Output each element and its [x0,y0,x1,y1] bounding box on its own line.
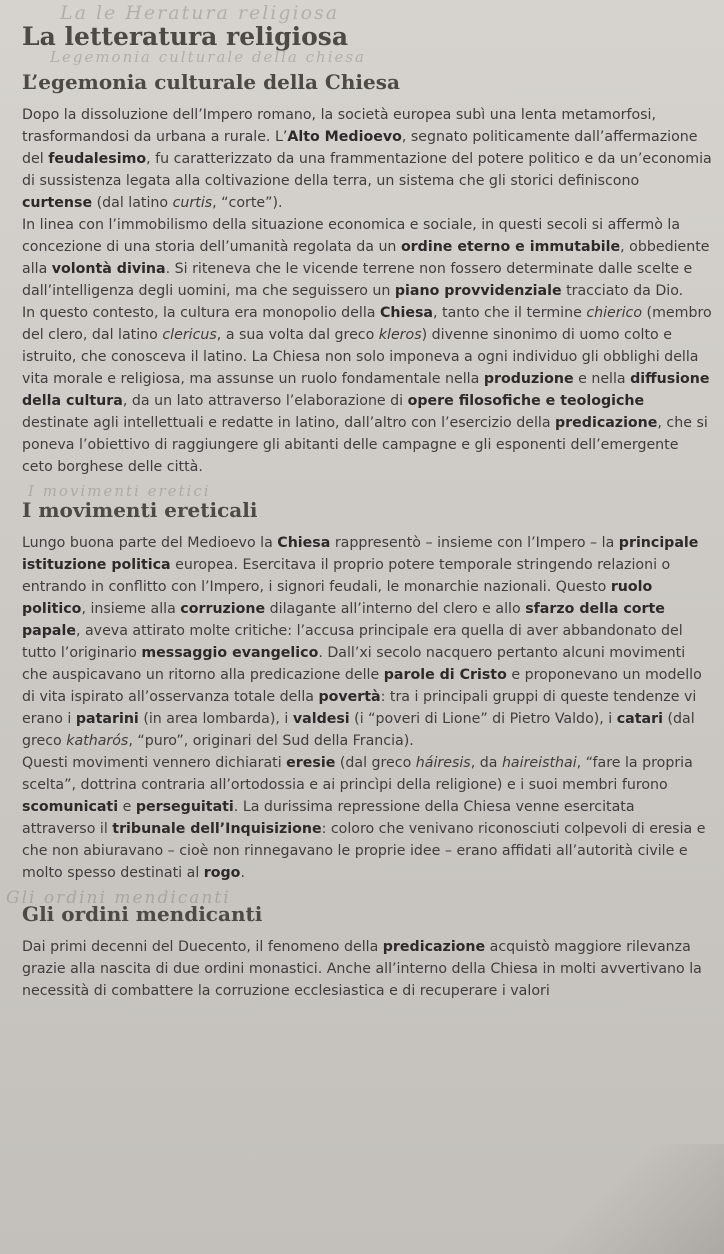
bold-term: catari [616,711,663,727]
text-run: Dai primi decenni del Duecento, il fenomeno della [22,939,383,955]
italic-term: clericus [162,327,217,343]
text-run: e nella [573,371,631,387]
bold-term: perseguitati [135,799,234,815]
pencil-note-subtitle: Legemonia culturale della chiesa [50,48,367,66]
italic-term: curtis [172,195,213,211]
bold-term: curtense [22,195,93,211]
text-run: dilagante all’interno del clero e allo [265,601,526,617]
italic-term: haireisthai [501,755,577,771]
text-run: : tra i principali gruppi di queste tendenze vi erano i [22,689,697,727]
bold-term: corruzione [180,601,266,617]
bold-term: feudalesimo [48,151,147,167]
text-run: (membro del clero, dal latino [22,305,712,343]
bold-term: predicazione [382,939,486,955]
bold-term: rogo [203,865,241,881]
text-run: , a sua volta dal greco [216,327,379,343]
text-run: (dal greco [335,755,416,771]
italic-term: katharós [66,733,129,749]
bold-term: povertà [318,689,381,705]
text-run: tracciato da Dio. [561,283,684,299]
text-run: (dal greco [22,711,695,749]
section-ordini [6,888,712,1002]
pencil-note-ordini: Gli ordini mendicanti [6,888,231,908]
text-run: acquistò maggiore rilevanza grazie alla nascita di due ordini monastici. Anche all’interno della Chiesa in molti avvertivano la necessità di combattere la corruzione ecclesiastica e di recuperare i valori [22,939,702,999]
paragraph [22,302,712,478]
bold-term: patarini [75,711,139,727]
italic-term: háiresis [415,755,471,771]
bold-term: sfarzo della corte papale [22,601,665,639]
text-run: rappresentò – insieme con l’Impero – la [330,535,619,551]
bold-term: ordine eterno e immutabile [400,239,621,255]
bold-term: scomunicati [22,799,119,815]
text-run: , aveva attirato molte critiche: l’accusa principale era quella di aver abbandonato del tutto l’originario [22,623,683,661]
text-run: , “puro”, originari del Sud della Francia). [128,733,414,749]
text-run: In questo contesto, la cultura era monopolio della [22,305,380,321]
bold-term: parole di Cristo [383,667,507,683]
text-run: (in area lombarda), i [138,711,293,727]
text-run: , tanto che il termine [433,305,587,321]
text-run: (dal latino [92,195,173,211]
bold-term: volontà divina [51,261,166,277]
text-run: . La durissima repressione della Chiesa venne esercitata attraverso il [22,799,635,837]
bold-term: tribunale dell’Inquisizione [112,821,322,837]
text-run: , “corte”). [212,195,283,211]
italic-term: chierico [586,305,643,321]
text-run: , che si poneva l’obiettivo di raggiungere gli abitanti delle campagne e gli esponenti dell’emergente ceto borghese delle città. [22,415,708,475]
text-run: Questi movimenti vennero dichiarati [22,755,287,771]
section-movimenti [22,482,712,884]
text-run: destinate agli intellettuali e redatte in latino, dall’altro con l’esercizio della [22,415,556,431]
text-run: , fu caratterizzato da una frammentazione del potere politico e da un’economia di sussistenza legata alla coltivazione della terra, un sistema che gli storici definiscono [22,151,712,189]
bold-term: Chiesa [379,305,433,321]
paragraph [22,532,712,752]
text-run: . Dall’xi secolo nacquero pertanto alcuni movimenti che auspicavano un ritorno alla predicazione delle [22,645,686,683]
bold-term: ruolo politico [22,579,653,617]
text-run: (i “poveri di Lione” di Pietro Valdo), i [349,711,617,727]
paragraph [22,214,712,302]
text-run: , da un lato attraverso l’elaborazione di [122,393,408,409]
bold-term: opere filosofiche e teologiche [407,393,645,409]
bold-term: Chiesa [277,535,331,551]
page-shadow [524,1144,724,1254]
text-run: Lungo buona parte del Medioevo la [22,535,278,551]
pencil-note-movimenti: I movimenti eretici [28,482,211,500]
text-run: . [240,865,245,881]
pencil-note-title: La le Heratura religiosa [60,2,340,24]
bold-term: piano provvidenziale [394,283,562,299]
text-run: In linea con l’immobilismo della situazione economica e sociale, in questi secoli si affermò la concezione di una storia dell’umanità regolata da un [22,217,681,255]
section-heading-movimenti: I movimenti ereticali [22,498,258,522]
page-title: La letteratura religiosa [22,22,349,51]
bold-term: diffusione della cultura [22,371,710,409]
text-run: , obbediente alla [22,239,710,277]
text-run: ) divenne sinonimo di uomo colto e istruito, che conosceva il latino. La Chiesa non solo imponeva a ogni individuo gli obblighi della vita morale e religiosa, ma assunse un ruolo fondamentale nella [22,327,699,387]
text-run: Dopo la dissoluzione dell’Impero romano, la società europea subì una lenta metamorfosi, trasformandosi da urbana a rurale. L’ [22,107,657,145]
bold-term: eresie [286,755,336,771]
bold-term: messaggio evangelico [141,645,319,661]
section-egemonia [22,68,712,478]
text-run: , segnato politicamente dall’affermazione del [22,129,698,167]
text-run: e proponevano un modello di vita ispirato all’osservanza totale della [22,667,702,705]
text-run: europea. Esercitava il proprio potere temporale stringendo relazioni o entrando in conflitto con l’Impero, i signori feudali, le monarchie nazionali. Questo [22,557,671,595]
paragraph [22,936,712,1002]
bold-term: produzione [483,371,574,387]
bold-term: predicazione [555,415,658,431]
bold-term: Alto Medioevo [287,129,402,145]
section-heading-egemonia: L’egemonia culturale della Chiesa [22,70,400,94]
text-run: , “fare la propria scelta”, dottrina contraria all’ortodossia e ai princìpi della religione) e i suoi membri furono [22,755,693,793]
italic-term: kleros [378,327,422,343]
bold-term: principale istituzione politica [22,535,699,573]
paragraph [22,752,712,884]
paragraph [22,104,712,214]
section-heading-ordini: Gli ordini mendicanti [22,902,263,926]
text-run: e [118,799,136,815]
text-run: : coloro che venivano riconosciuti colpevoli di eresia e che non abiuravano – cioè non rinnegavano le proprie idee – erano affidati all’autorità civile e molto spesso destinati al [22,821,706,881]
text-run: . Si riteneva che le vicende terrene non fossero determinate dalle scelte e dall’intelligenza degli uomini, ma che seguissero un [22,261,693,299]
text-run: , insieme alla [81,601,181,617]
text-run: , da [470,755,502,771]
bold-term: valdesi [292,711,350,727]
